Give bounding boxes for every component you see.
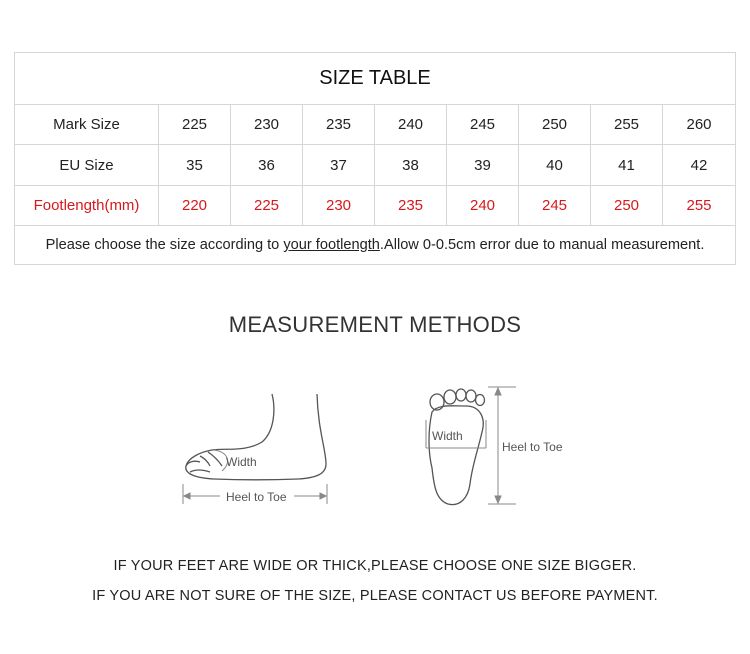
table-title: SIZE TABLE — [15, 53, 736, 105]
top-foot-illustration — [429, 389, 485, 505]
toe — [476, 395, 485, 406]
top-width-label: Width — [432, 429, 463, 443]
table-cell: 240 — [447, 185, 519, 225]
table-row-footlength — [15, 185, 736, 225]
table-cell: 255 — [591, 105, 663, 145]
top-foot-outline — [429, 406, 483, 505]
table-cell: 230 — [303, 185, 375, 225]
table-cell: 38 — [375, 145, 447, 185]
table-cell: 245 — [519, 185, 591, 225]
measurement-figures — [0, 370, 750, 520]
table-cell: 240 — [375, 105, 447, 145]
table-cell: 235 — [303, 105, 375, 145]
table-note — [15, 225, 736, 264]
table-cell: 35 — [159, 145, 231, 185]
table-cell: 37 — [303, 145, 375, 185]
table-cell: 250 — [519, 105, 591, 145]
table-cell: 225 — [159, 105, 231, 145]
measurement-methods-title: MEASUREMENT METHODS — [228, 312, 522, 337]
note-text-after: .Allow 0-0.5cm error due to manual measurement. — [379, 236, 705, 253]
table-cell: 220 — [159, 185, 231, 225]
note-link-text: your footlength — [283, 236, 380, 253]
table-cell: 260 — [663, 105, 736, 145]
side-toe-line — [208, 452, 222, 466]
side-length-label: Heel to Toe — [226, 490, 287, 504]
advice-contact-us: IF YOU ARE NOT SURE OF THE SIZE, PLEASE CONTACT US BEFORE PAYMENT. — [92, 588, 658, 604]
table-cell: 42 — [663, 145, 736, 185]
advice-wide-feet: IF YOUR FEET ARE WIDE OR THICK,PLEASE CHOOSE ONE SIZE BIGGER. — [113, 558, 637, 574]
toe — [466, 390, 476, 402]
row-label: EU Size — [15, 145, 159, 185]
side-toe-line — [190, 470, 210, 472]
note-text-before: Please choose the size according to — [45, 236, 284, 253]
table-cell: 245 — [447, 105, 519, 145]
row-label: Mark Size — [15, 105, 159, 145]
side-toe-line — [200, 456, 210, 466]
table-cell: 235 — [375, 185, 447, 225]
table-cell: 41 — [591, 145, 663, 185]
table-row-mark-size — [15, 105, 736, 145]
top-length-label: Heel to Toe — [502, 440, 563, 454]
table-cell: 39 — [447, 145, 519, 185]
row-label: Footlength(mm) — [15, 185, 159, 225]
toe — [444, 390, 456, 404]
table-cell: 230 — [231, 105, 303, 145]
size-table — [14, 52, 736, 265]
side-width-label: Width — [226, 455, 257, 469]
table-cell: 250 — [591, 185, 663, 225]
toe — [456, 389, 466, 401]
table-cell: 40 — [519, 145, 591, 185]
table-cell: 225 — [231, 185, 303, 225]
table-row-eu-size — [15, 145, 736, 185]
table-cell: 255 — [663, 185, 736, 225]
table-cell: 36 — [231, 145, 303, 185]
